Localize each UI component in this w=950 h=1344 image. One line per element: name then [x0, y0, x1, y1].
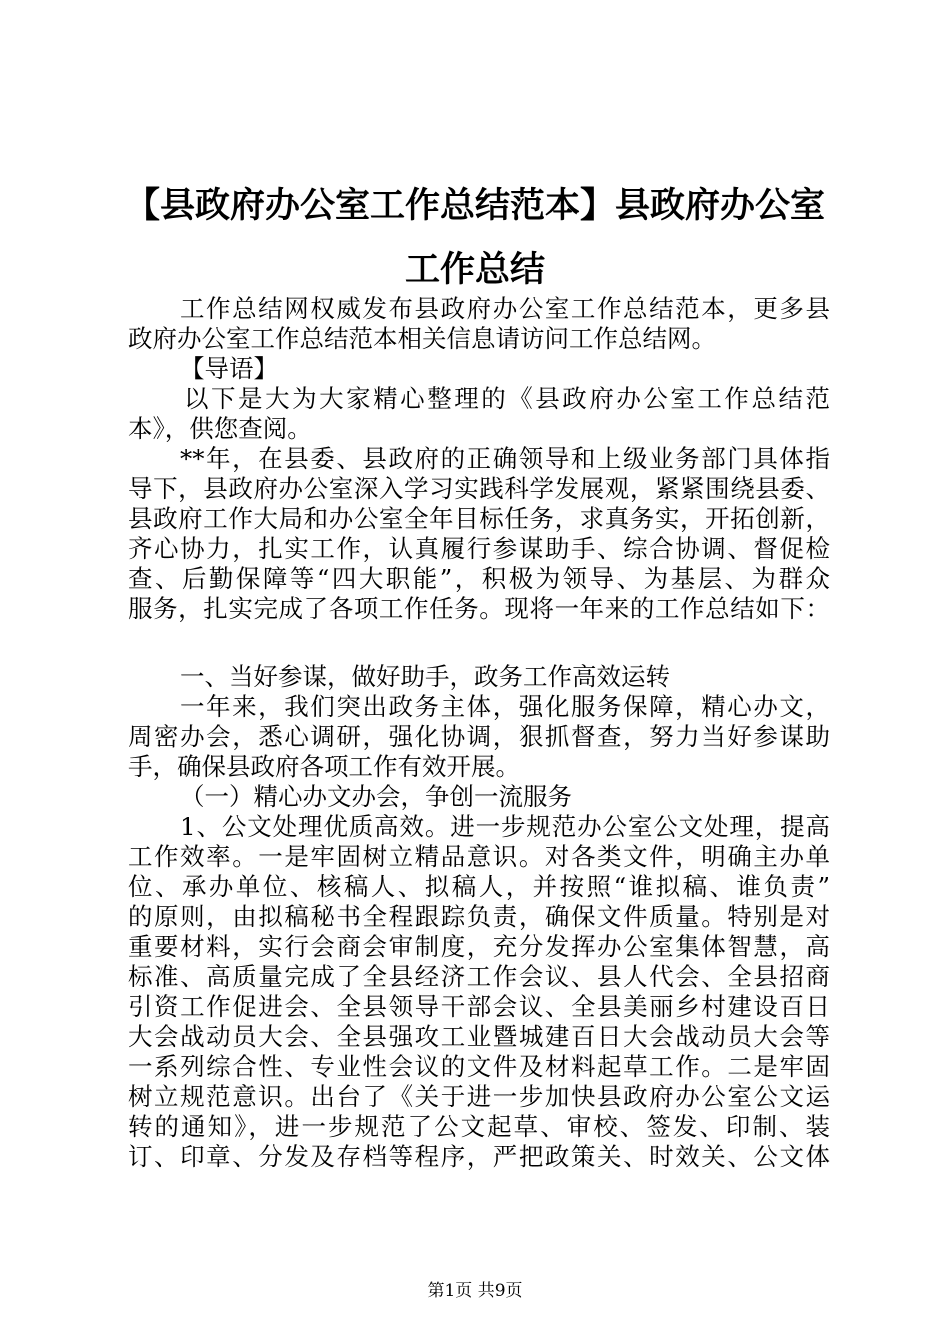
- subsection-heading: （一）精心办文办会，争创一流服务: [180, 782, 572, 811]
- document-title-line-2: 工作总结: [404, 249, 545, 290]
- paragraph-line: 以下是大为大家精心整理的《县政府办公室工作总结范: [184, 384, 830, 413]
- blank-line: [128, 624, 830, 662]
- document-body: [128, 294, 830, 1172]
- paragraph-line: 一系列综合性、专业性会议的文件及材料起草工作。二是牢固: [128, 1052, 830, 1081]
- paragraph-line: 服务，扎实完成了各项工作任务。现将一年来的工作总结如下：: [128, 594, 830, 623]
- paragraph-line: 标准、高质量完成了全县经济工作会议、县人代会、全县招商: [128, 962, 830, 991]
- paragraph-line: 重要材料，实行会商会审制度，充分发挥办公室集体智慧，高: [128, 932, 830, 961]
- paragraph-line: 县政府工作大局和办公室全年目标任务，求真务实，开拓创新，: [128, 504, 830, 533]
- paragraph-line: 周密办会，悉心调研，强化协调，狠抓督查，努力当好参谋助: [128, 722, 830, 751]
- paragraph-line: 1、公文处理优质高效。进一步规范办公室公文处理，提高: [180, 812, 830, 841]
- paragraph-line: 引资工作促进会、全县领导干部会议、全县美丽乡村建设百日: [128, 992, 830, 1021]
- paragraph-line: 位、承办单位、核稿人、拟稿人，并按照“谁拟稿、谁负责”: [128, 872, 830, 901]
- paragraph-line: 一年来，我们突出政务主体，强化服务保障，精心办文，: [180, 692, 830, 721]
- paragraph-line: 转的通知》，进一步规范了公文起草、审校、签发、印制、装: [128, 1112, 830, 1141]
- paragraph-line: 【导语】: [180, 354, 278, 383]
- paragraph-line: 导下，县政府办公室深入学习实践科学发展观，紧紧围绕县委、: [128, 474, 830, 503]
- paragraph-line: 本》，供您查阅。: [128, 414, 312, 443]
- section-heading: 一、当好参谋，做好助手，政务工作高效运转: [180, 662, 670, 691]
- paragraph-line: 工作效率。一是牢固树立精品意识。对各类文件，明确主办单: [128, 842, 830, 871]
- paragraph-line: 订、印章、分发及存档等程序，严把政策关、时效关、公文体: [128, 1142, 830, 1171]
- paragraph-line: **年，在县委、县政府的正确领导和上级业务部门具体指: [180, 444, 830, 473]
- paragraph-line: 的原则，由拟稿秘书全程跟踪负责，确保文件质量。特别是对: [128, 902, 830, 931]
- paragraph-line: 政府办公室工作总结范本相关信息请访问工作总结网。: [128, 324, 716, 353]
- document-title-line-1: 【县政府办公室工作总结范本】县政府办公室: [124, 185, 825, 226]
- paragraph-line: 大会战动员大会、全县强攻工业暨城建百日大会战动员大会等: [128, 1022, 830, 1051]
- page-number-footer: 第1页 共9页: [427, 1281, 523, 1301]
- paragraph-line: 手，确保县政府各项工作有效开展。: [128, 752, 520, 781]
- paragraph-line: 树立规范意识。出台了《关于进一步加快县政府办公室公文运: [128, 1082, 830, 1111]
- paragraph-line: 查、后勤保障等“四大职能”，积极为领导、为基层、为群众: [128, 564, 830, 593]
- paragraph-line: 工作总结网权威发布县政府办公室工作总结范本，更多县: [180, 294, 830, 323]
- paragraph-line: 齐心协力，扎实工作，认真履行参谋助手、综合协调、督促检: [128, 534, 830, 563]
